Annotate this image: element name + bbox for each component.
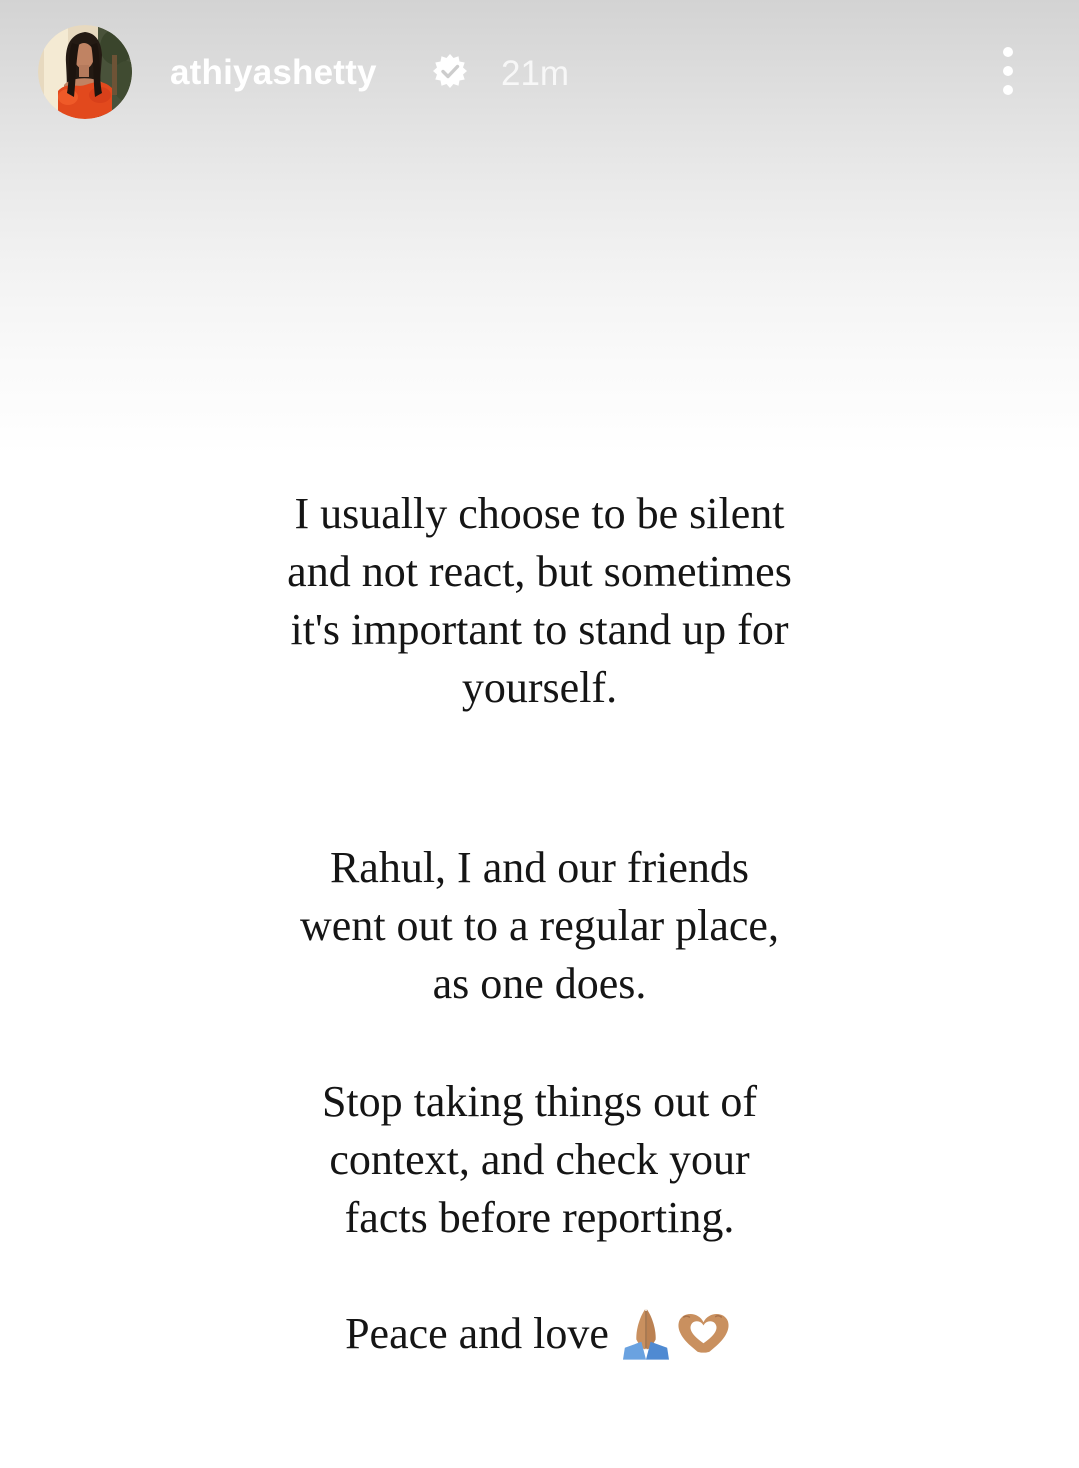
ellipsis-dot	[1003, 66, 1013, 76]
story-line: it's important to stand up for	[290, 605, 789, 654]
story-line: yourself.	[461, 663, 618, 712]
story-line: Stop taking things out of	[321, 1077, 758, 1126]
story-line: and not react, but sometimes	[287, 547, 792, 596]
story-line: as one does.	[432, 959, 647, 1008]
story-line: facts before reporting.	[344, 1193, 735, 1242]
story-paragraph	[0, 1073, 1079, 1247]
ellipsis-dot	[1003, 47, 1013, 57]
more-options-button[interactable]	[995, 39, 1021, 103]
avatar[interactable]	[38, 25, 132, 119]
heart-hands-emoji	[673, 1310, 734, 1355]
folded-hands-emoji	[623, 1306, 669, 1360]
story-paragraph	[0, 839, 1079, 1013]
story-header	[0, 0, 1079, 150]
verified-badge-icon	[433, 54, 467, 88]
story-line: context, and check your	[329, 1135, 750, 1184]
story-timestamp: 21m	[501, 54, 570, 93]
ellipsis-dot	[1003, 85, 1013, 95]
story-closing-line	[0, 1305, 1079, 1363]
story-line: I usually choose to be silent	[294, 489, 785, 538]
story-text-block	[0, 485, 1079, 1363]
story-paragraph	[0, 485, 1079, 717]
username[interactable]: athiyashetty	[170, 53, 377, 92]
story-line: Rahul, I and our friends	[329, 843, 750, 892]
avatar-photo	[38, 25, 132, 119]
story-line: went out to a regular place,	[300, 901, 779, 950]
story-closing-text: Peace and love	[345, 1309, 609, 1358]
